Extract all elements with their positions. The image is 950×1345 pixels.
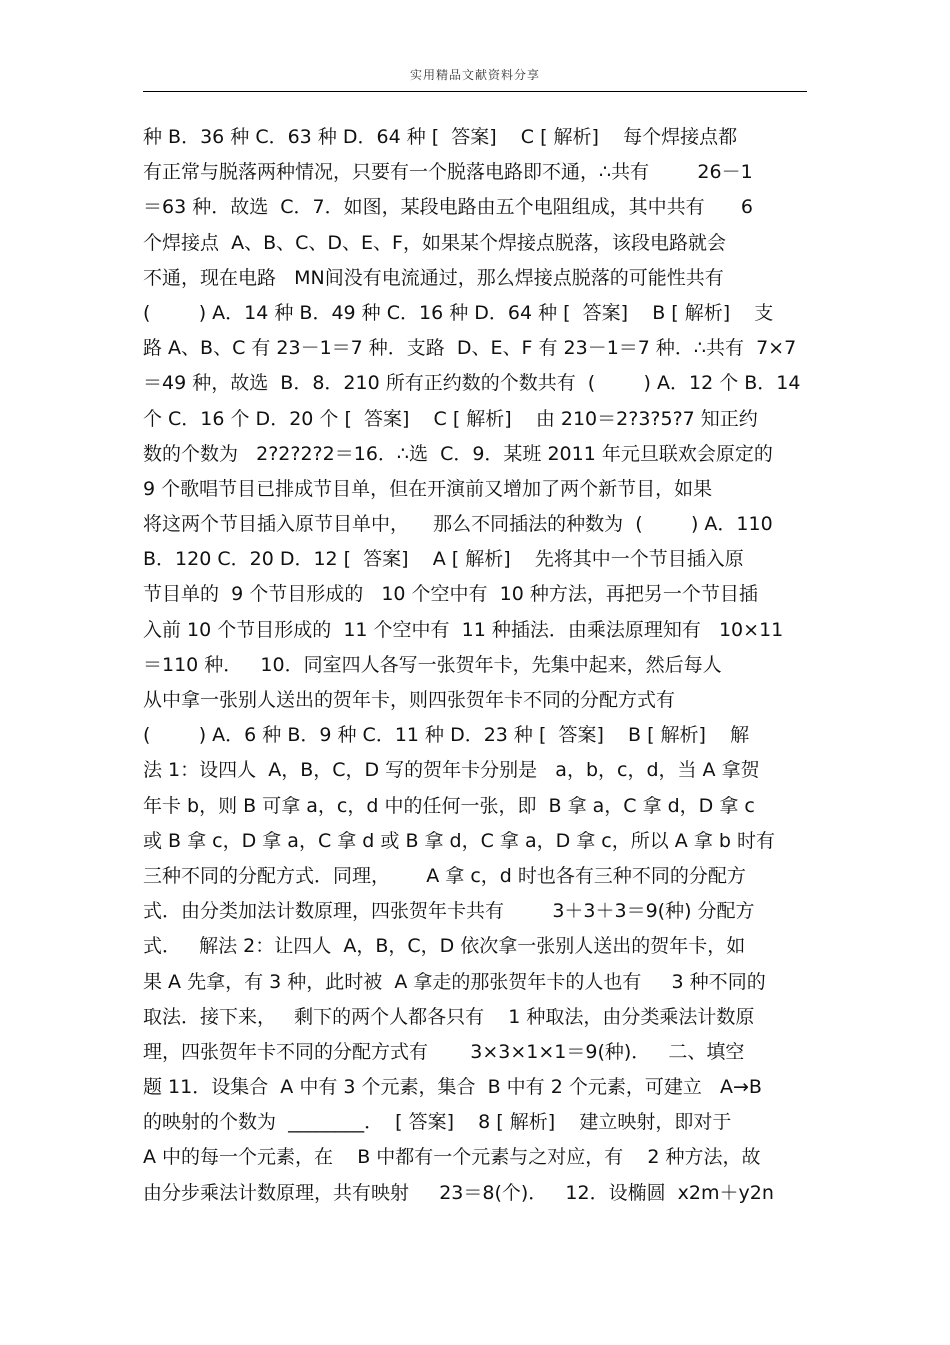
text-line: 个焊接点 A、B、C、D、E、F，如果某个焊接点脱落，该段电路就会: [143, 231, 726, 254]
header-divider: [143, 91, 807, 92]
text-line: 年卡 b，则 B 可拿 a，c，d 中的任何一张，即 B 拿 a，C 拿 d，D 拿 c: [143, 794, 755, 817]
text-line: ＝63 种．故选 C．7．如图，某段电路由五个电阻组成，其中共有 6: [143, 196, 753, 219]
text-line: 的映射的个数为 ________． [ 答案] 8 [ 解析] 建立映射，即对于: [143, 1111, 732, 1134]
text-line: 种 B．36 种 C．63 种 D．64 种 [ 答案] C [ 解析] 每个焊接点都: [143, 126, 738, 148]
text-line: 或 B 拿 c，D 拿 a，C 拿 d 或 B 拿 d，C 拿 a，D 拿 c，所以 A 拿 b 时有: [143, 829, 775, 852]
text-line: 法 1：设四人 A，B，C，D 写的贺年卡分别是 a，b，c，d，当 A 拿贺: [143, 759, 760, 782]
text-line: 式．由分类加法计数原理，四张贺年卡共有 3＋3＋3＝9(种) 分配方: [143, 900, 755, 923]
text-line: ( ) A．14 种 B．49 种 C．16 种 D．64 种 [ 答案] B [ 解析] 支: [143, 301, 774, 324]
text-line: 将这两个节目插入原节目单中， 那么不同插法的种数为 ( ) A．110: [143, 513, 773, 536]
text-line: ＝49 种，故选 B．8．210 所有正约数的个数共有 ( ) A．12 个 B．14: [143, 372, 801, 395]
text-line: 不通，现在电路 MN间没有电流通过，那么焊接点脱落的可能性共有: [143, 266, 724, 289]
text-line: 从中拿一张别人送出的贺年卡，则四张贺年卡不同的分配方式有: [143, 689, 676, 711]
text-line: 题 11．设集合 A 中有 3 个元素，集合 B 中有 2 个元素，可建立 A→B: [143, 1076, 762, 1099]
text-line: 有正常与脱落两种情况，只要有一个脱落电路即不通，∴共有 26－1: [143, 161, 753, 184]
text-line: ( ) A．6 种 B．9 种 C．11 种 D．23 种 [ 答案] B [ 解析] 解: [143, 724, 750, 747]
text-line: 取法．接下来， 剩下的两个人都各只有 1 种取法，由分类乘法计数原: [143, 1005, 755, 1028]
text-line: 入前 10 个节目形成的 11 个空中有 11 种插法．由乘法原理知有 10×11: [143, 618, 784, 641]
text-line: B．120 C．20 D．12 [ 答案] A [ 解析] 先将其中一个节目插入原: [143, 548, 744, 571]
text-line: 三种不同的分配方式．同理， A 拿 c，d 时也各有三种不同的分配方: [143, 864, 746, 887]
text-line: 9 个歌唱节目已排成节目单，但在开演前又增加了两个新节目，如果: [143, 477, 713, 500]
text-line: 节目单的 9 个节目形成的 10 个空中有 10 种方法，再把另一个节目插: [143, 583, 758, 606]
text-line: 数的个数为 2?2?2?2＝16．∴选 C．9．某班 2011 年元旦联欢会原定的: [143, 442, 773, 465]
text-line: 理，四张贺年卡不同的分配方式有 3×3×1×1＝9(种)． 二、填空: [143, 1040, 745, 1063]
text-line: ＝110 种． 10．同室四人各写一张贺年卡，先集中起来，然后每人: [143, 653, 722, 676]
text-line: A 中的每一个元素，在 B 中都有一个元素与之对应，有 2 种方法，故: [143, 1146, 761, 1169]
text-line: 果 A 先拿，有 3 种，此时被 A 拿走的那张贺年卡的人也有 3 种不同的: [143, 970, 766, 993]
body-text: [143, 120, 823, 1211]
text-line: 由分步乘法计数原理，共有映射 23＝8(个)． 12．设椭圆 x2m＋y2n: [143, 1181, 774, 1204]
text-line: 路 A、B、C 有 23－1＝7 种．支路 D、E、F 有 23－1＝7 种．∴共有 7×7: [143, 337, 797, 360]
text-line: 式． 解法 2：让四人 A，B，C，D 依次拿一张别人送出的贺年卡，如: [143, 935, 746, 958]
text-line: 个 C．16 个 D．20 个 [ 答案] C [ 解析] 由 210＝2?3?5?7 知正约: [143, 407, 758, 430]
page-header-title: 实用精品文献资料分享: [409, 68, 540, 82]
